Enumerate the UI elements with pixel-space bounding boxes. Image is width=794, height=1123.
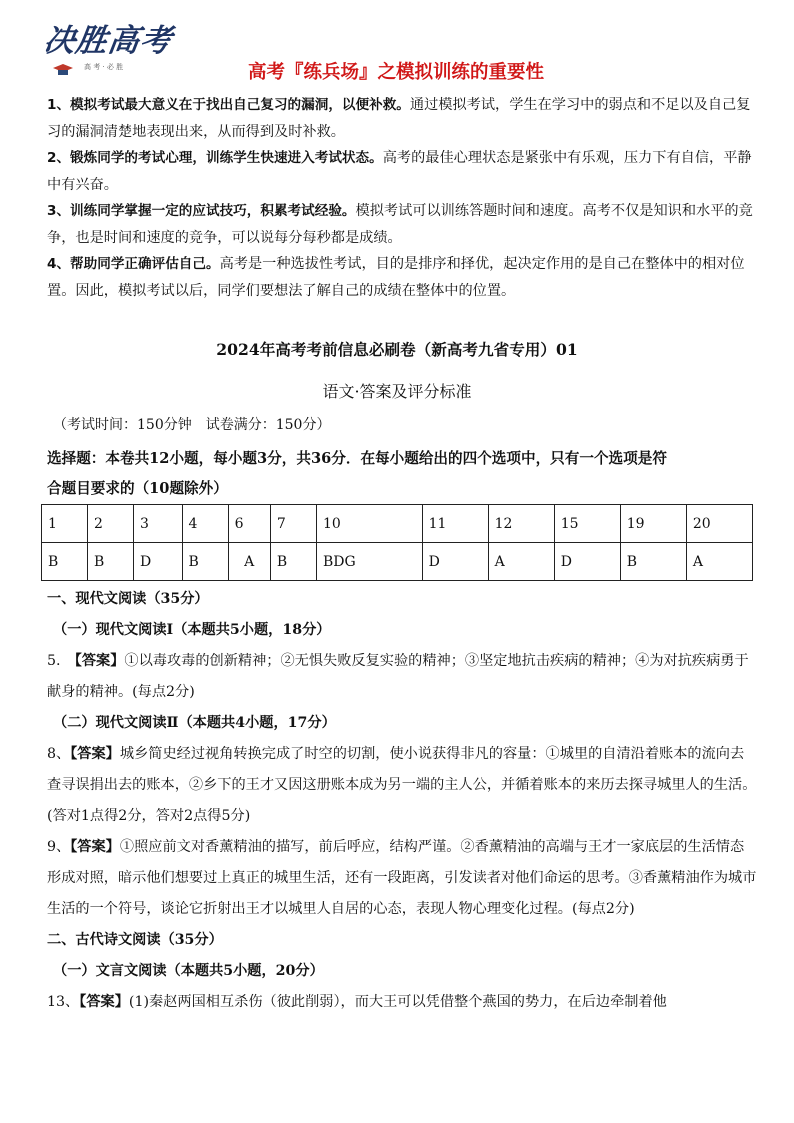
answer-item: [47, 739, 757, 832]
intro-item: [47, 251, 753, 304]
logo-text: 决胜高考: [41, 23, 175, 59]
subsection-heading: （一）文言文阅读（本题共5小题，20分）: [53, 963, 324, 979]
choice-instructions: [47, 444, 757, 504]
choice-instructions-line: 选择题：本卷共12小题，每小题3分，共36分．在每小题给出的四个选项中，只有一个选项是符: [47, 450, 667, 467]
question-number: 19: [620, 505, 686, 543]
answer-text: (1)秦赵两国相互杀伤（彼此削弱），而大王可以凭借整个燕国的势力，在后边牵制着他: [128, 994, 667, 1010]
intro-item-text: 模拟考试可以训练答题时间和速度。高考不仅是知识和水平的竞争，也是时间和速度的竞争，可以说每分每秒都是成绩。: [47, 203, 753, 246]
question-number: 6: [228, 505, 270, 543]
intro-item-text: 通过模拟考试，学生在学习中的弱点和不足以及自己复习的漏洞清楚地表现出来，从而得到及时补救。: [47, 97, 751, 140]
answer-key: B: [182, 543, 228, 581]
question-number: 4: [182, 505, 228, 543]
answer-tag: 【答案】: [74, 653, 125, 669]
answer-table: [41, 504, 753, 581]
answer-text: ①以毒攻毒的创新精神；②无惧失败反复实验的精神；③坚定地抗击疾病的精神；④为对抗疾病勇于献身的精神。(每点2分): [47, 653, 749, 700]
question-number: 2: [88, 505, 134, 543]
answer-text: ①照应前文对香薰精油的描写，前后呼应，结构严谨。②香薰精油的高端与王才一家底层的生活情态形成对照，暗示他们想要过上真正的城里生活，还有一段距离，引发读者对他们命运的思考。③香薰精油作为城市生活的一个符号，谈论它折射出王才以城里人自居的心态，表现人物心理变化过程。(每点2分): [47, 839, 757, 917]
headline: 高考『练兵场』之模拟训练的重要性: [248, 62, 545, 83]
question-number: 3: [134, 505, 183, 543]
section-heading: 二、古代诗文阅读（35分）: [47, 932, 223, 948]
answer-tag: 【答案】: [70, 839, 120, 855]
answer-tag: 【答案】: [79, 994, 129, 1010]
choice-instructions-line: 合题目要求的（10题除外）: [47, 480, 228, 497]
answer-number-row: [42, 505, 753, 543]
answer-text: 城乡简史经过视角转换完成了时空的切割，使小说获得非凡的容量：①城里的自清沿着账本的流向去查寻误捐出去的账本，②乡下的王才又因这册账本成为另一端的主人公，并循着账本的来历去探寻城里人的生活。(答对1点得2分，答对2点得5分): [47, 746, 757, 824]
answer-number: 8、: [47, 746, 71, 762]
intro-item-lead: 1、模拟考试最大意义在于找出自己复习的漏洞，以便补救。: [47, 97, 410, 113]
exam-meta: （考试时间：150分钟 试卷满分：150分）: [53, 417, 331, 433]
answer-key: BDG: [316, 543, 422, 581]
question-number: 10: [316, 505, 422, 543]
intro-item-text: 高考的最佳心理状态是紧张中有乐观，压力下有自信，平静中有兴奋。: [47, 150, 752, 193]
intro-item-text: 高考是一种选拔性考试，目的是排序和择优，起决定作用的是自己在整体中的相对位置。因此，模拟考试以后，同学们要想法了解自己的成绩在整体中的位置。: [47, 256, 745, 299]
question-number: 15: [554, 505, 620, 543]
question-number: 1: [42, 505, 88, 543]
question-number: 7: [270, 505, 316, 543]
answer-key-row: [42, 543, 753, 581]
answer-key: D: [422, 543, 488, 581]
logo-tagline: 高 考 · 必 胜: [84, 63, 124, 71]
answer-key: B: [270, 543, 316, 581]
answer-key: A: [686, 543, 752, 581]
exam-subtitle: 语文·答案及评分标准: [322, 382, 472, 401]
answer-item: [47, 987, 757, 1018]
intro-item: [47, 92, 753, 145]
exam-title: 2024年高考考前信息必刷卷（新高考九省专用）01: [216, 340, 578, 359]
answer-tag: 【答案】: [70, 746, 120, 762]
question-number: 12: [488, 505, 554, 543]
logo: [41, 23, 175, 84]
intro-item-lead: 4、帮助同学正确评估自己。: [47, 256, 220, 272]
intro-list: [47, 92, 753, 304]
section-heading: 一、现代文阅读（35分）: [47, 591, 209, 607]
answer-key: A: [488, 543, 554, 581]
answer-item: [47, 646, 757, 708]
answer-number: 9、: [47, 839, 71, 855]
subsection-heading: （一）现代文阅读Ⅰ（本题共5小题，18分）: [53, 622, 331, 638]
answer-key: B: [620, 543, 686, 581]
subsection-heading: （二）现代文阅读Ⅱ（本题共4小题，17分）: [53, 715, 336, 731]
answer-number: 5.: [47, 653, 75, 669]
graduate-icon: [52, 64, 74, 76]
answer-key: B: [88, 543, 134, 581]
answer-key: D: [134, 543, 183, 581]
question-number: 11: [422, 505, 488, 543]
intro-item: [47, 145, 753, 198]
answer-key: A: [228, 543, 270, 581]
answer-key: D: [554, 543, 620, 581]
question-number: 20: [686, 505, 752, 543]
intro-item: [47, 198, 753, 251]
intro-item-lead: 2、锻炼同学的考试心理，训练学生快速进入考试状态。: [47, 150, 383, 166]
intro-item-lead: 3、训练同学掌握一定的应试技巧，积累考试经验。: [47, 203, 356, 219]
answer-key: B: [42, 543, 88, 581]
answer-number: 13、: [47, 994, 80, 1010]
answer-item: [47, 832, 757, 925]
answer-content: [47, 584, 757, 1018]
